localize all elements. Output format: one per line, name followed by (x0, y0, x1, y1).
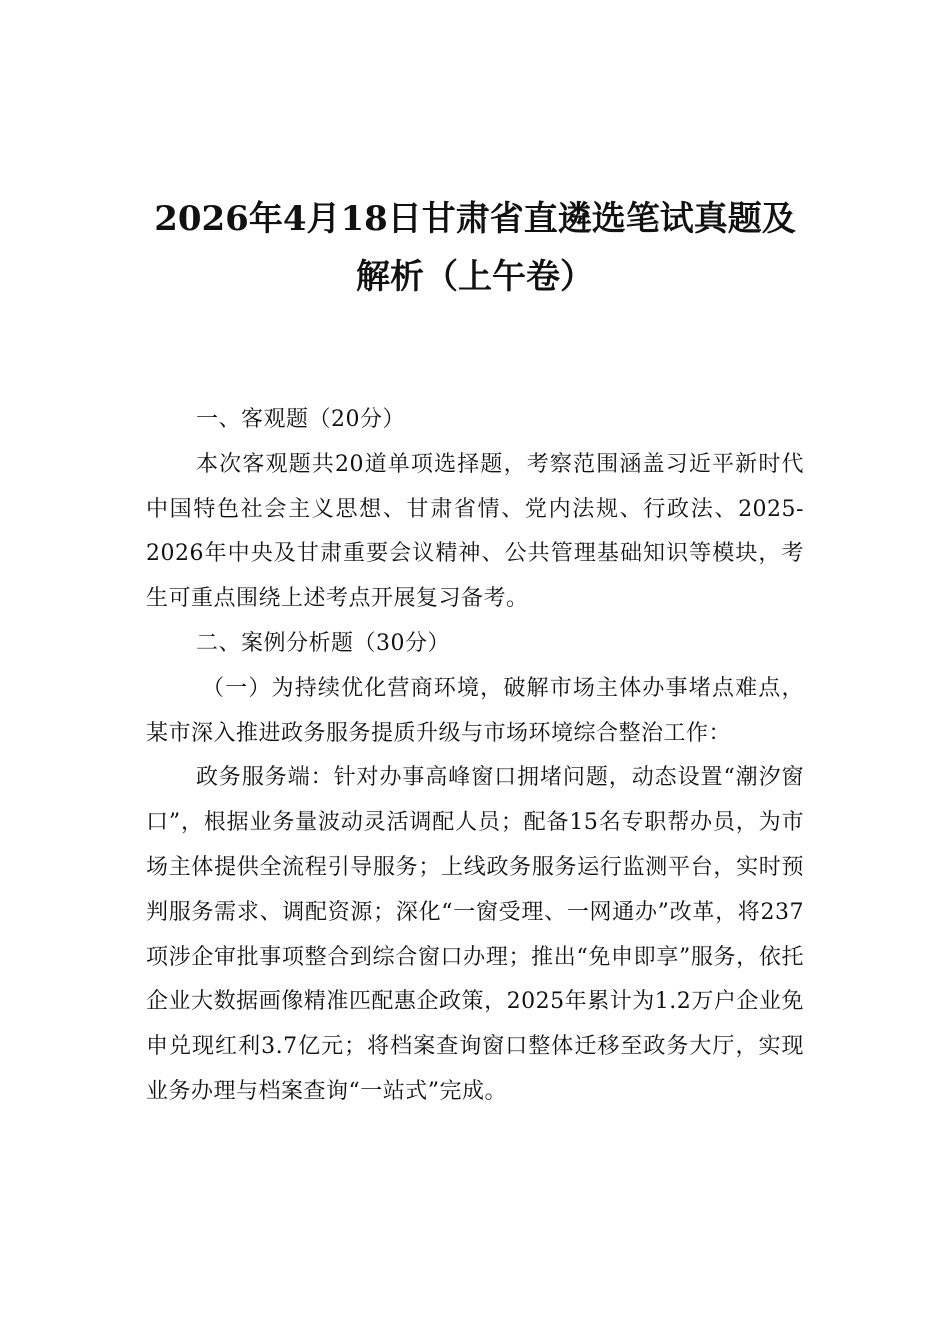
title-line-2: 解析（上午卷） (356, 257, 594, 297)
paragraph-objective-description: 本次客观题共20道单项选择题，考察范围涵盖习近平新时代中国特色社会主义思想、甘肃省情、党内法规、行政法、2025-2026年中央及甘肃重要会议精神、公共管理基础知识等模块，考生可重点围绕上述考点开展复习备考。 (146, 451, 804, 612)
section-heading-case-analysis: 二、案例分析题（30分） (196, 630, 450, 656)
section-heading-objective: 一、客观题（20分） (196, 407, 405, 432)
document-title (100, 190, 850, 306)
document-body (146, 398, 804, 1115)
paragraph-government-service: 政务服务端：针对办事高峰窗口拥堵问题，动态设置“潮汐窗口”，根据业务量波动灵活调配人员；配备15名专职帮办员，为市场主体提供全流程引导服务；上线政务服务运行监测平台，实时预判服务需求、调配资源；深化“一窗受理、一网通办”改革，将237项涉企审批事项整合到综合窗口办理；推出“免申即享”服务，依托企业大数据画像精准匹配惠企政策，2025年累计为1.2万户企业免申兑现红利3.7亿元；将档案查询窗口整体迁移至政务大厅，实现业务办理与档案查询“一站式”完成。 (146, 765, 804, 1104)
paragraph-case-intro: （一）为持续优化营商环境，破解市场主体办事堵点难点，某市深入推进政务服务提质升级与市场环境综合整治工作： (146, 675, 804, 746)
title-line-1: 2026年4月18日甘肃省直遴选笔试真题及 (154, 199, 796, 239)
